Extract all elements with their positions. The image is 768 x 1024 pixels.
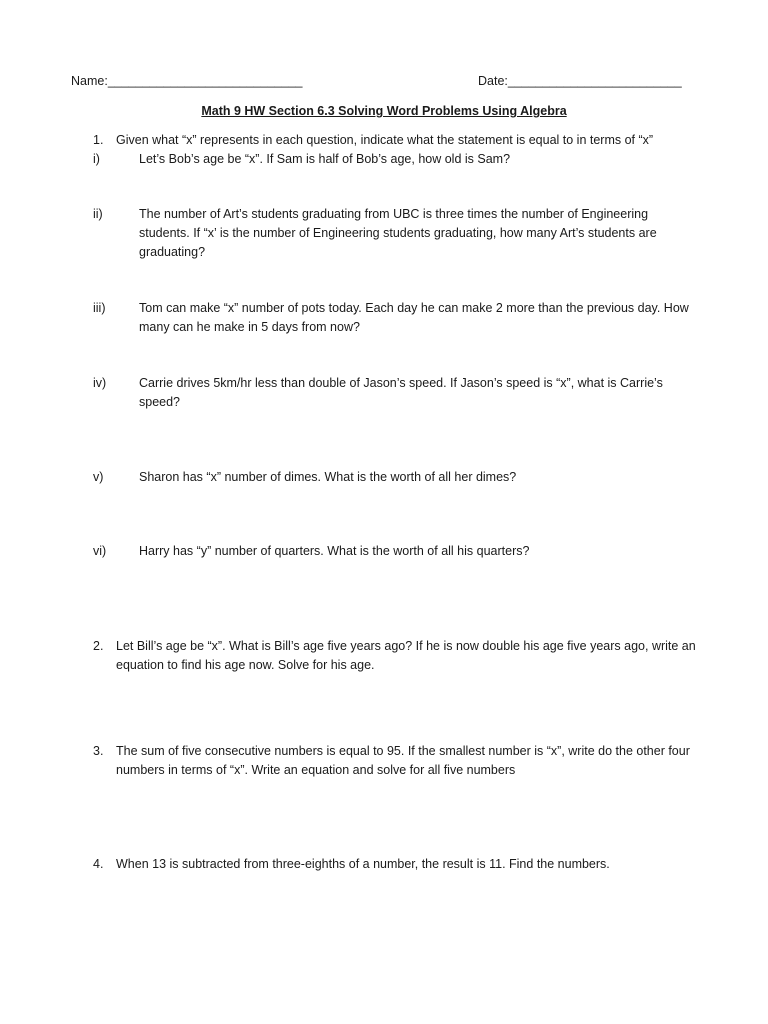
question-4-number: 4.: [93, 857, 104, 871]
question-2-text: Let Bill’s age be “x”. What is Bill’s age five years ago? If he is now double his age five years ago, write an equation to find his age now. Solve for his age.: [116, 639, 696, 672]
question-1-number: 1.: [93, 133, 104, 147]
part-iii-text: Tom can make “x” number of pots today. Each day he can make 2 more than the previous day. How many can he make in 5 days from now?: [139, 301, 689, 334]
part-vi-label: vi): [93, 544, 107, 558]
question-3-number: 3.: [93, 744, 104, 758]
part-v-text: Sharon has “x” number of dimes. What is the worth of all her dimes?: [139, 470, 517, 484]
part-iii-label: iii): [93, 301, 106, 315]
date-field: Date:_________________________: [478, 74, 682, 88]
part-iv-label: iv): [93, 376, 107, 390]
page-title: Math 9 HW Section 6.3 Solving Word Problems Using Algebra: [201, 104, 567, 118]
name-field: Name:____________________________: [71, 74, 303, 88]
part-v-label: v): [93, 470, 104, 484]
question-4-text: When 13 is subtracted from three-eighths of a number, the result is 11. Find the numbers.: [116, 857, 610, 871]
question-3-text: The sum of five consecutive numbers is equal to 95. If the smallest number is “x”, write do the other four numbers in terms of “x”. Write an equation and solve for all five numbers: [116, 744, 690, 777]
question-1-text: Given what “x” represents in each question, indicate what the statement is equal to in terms of “x”: [116, 133, 654, 147]
part-vi-text: Harry has “y” number of quarters. What is the worth of all his quarters?: [139, 544, 530, 558]
part-ii-text: The number of Art’s students graduating from UBC is three times the number of Engineering students. If “x’ is the number of Engineering students graduating, how many Art’s students are graduating?: [139, 207, 657, 259]
part-iv-text: Carrie drives 5km/hr less than double of Jason’s speed. If Jason’s speed is “x”, what is Carrie’s speed?: [139, 376, 663, 409]
part-i-text: Let’s Bob’s age be “x”. If Sam is half of Bob’s age, how old is Sam?: [139, 152, 511, 166]
question-2-number: 2.: [93, 639, 104, 653]
part-i-label: i): [93, 152, 100, 166]
part-ii-label: ii): [93, 207, 103, 221]
